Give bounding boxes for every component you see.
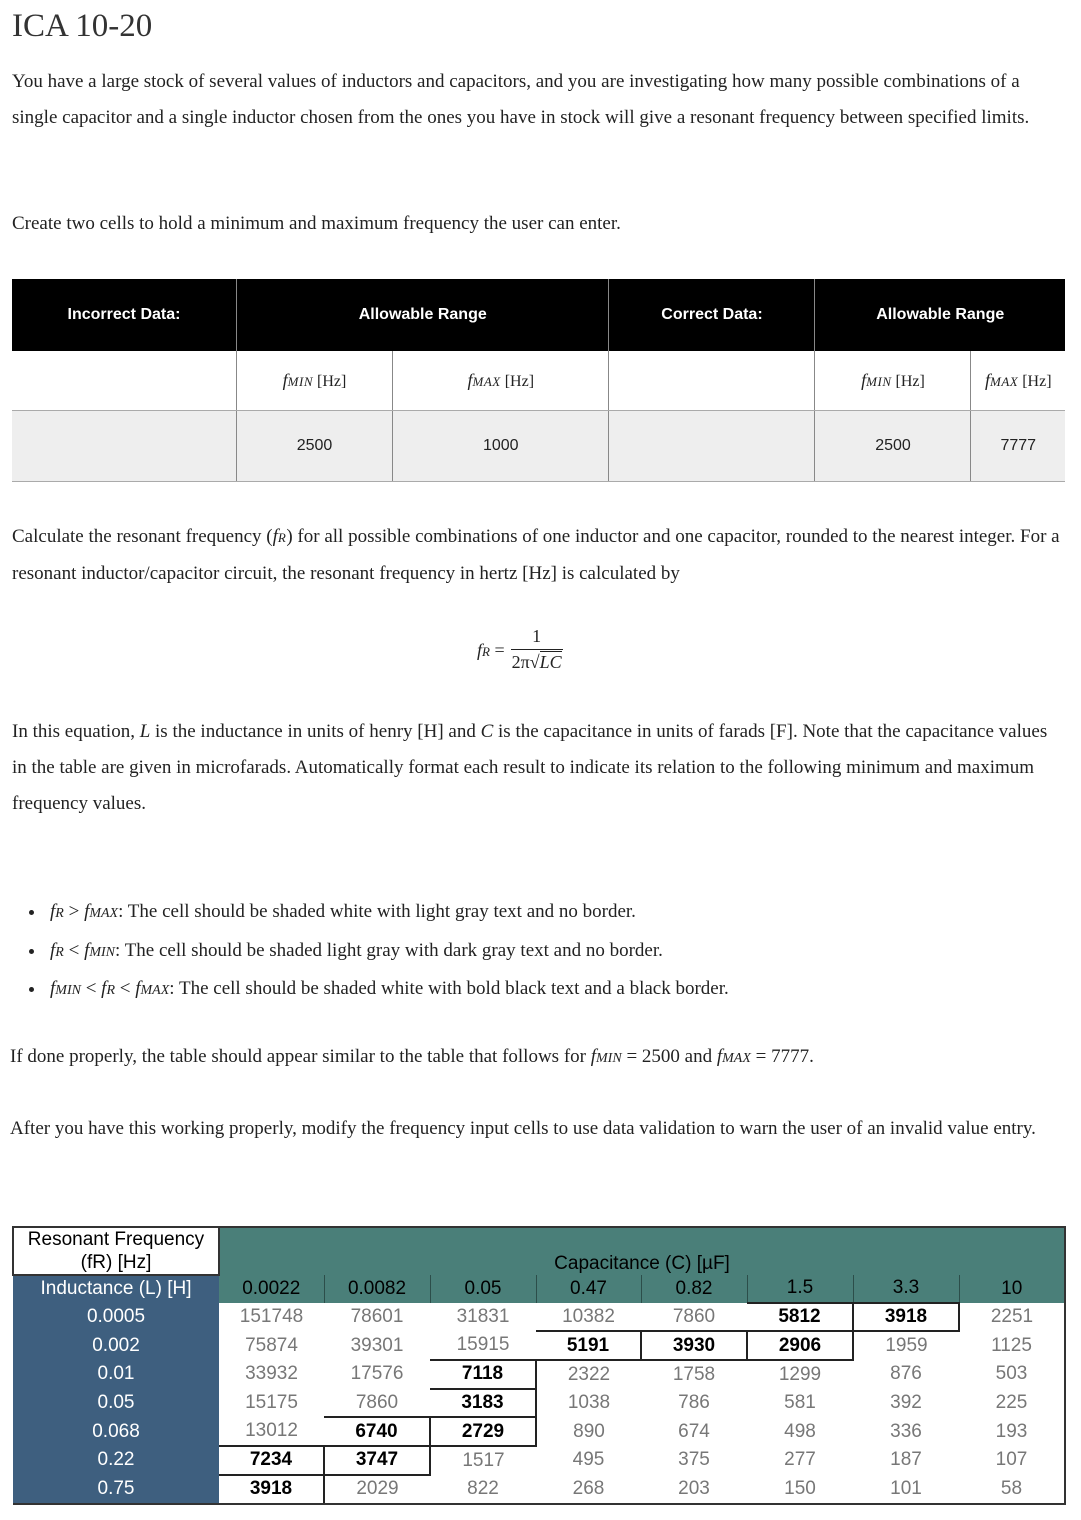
table-row (13, 1417, 1065, 1446)
table-row (13, 1389, 1065, 1418)
frequency-cell[interactable]: 3930 (641, 1331, 747, 1360)
frequency-cell[interactable]: 151748 (219, 1303, 324, 1332)
rule-item: • fMIN < fR < fMAX: The cell should be shaded white with bold black text and a black border. (46, 971, 729, 1010)
capacitance-value: 10 (959, 1275, 1065, 1303)
frequency-cell[interactable]: 890 (536, 1417, 641, 1446)
frequency-cell[interactable]: 581 (747, 1389, 853, 1418)
empty-cell (609, 351, 815, 411)
capacitance-value: 3.3 (853, 1275, 959, 1303)
resonant-frequency-formula: fR = 1 2π√LC (477, 626, 562, 672)
frequency-cell[interactable]: 10382 (536, 1303, 641, 1332)
incorrect-fmax-value[interactable]: 1000 (393, 411, 609, 482)
frequency-cell[interactable]: 15175 (219, 1389, 324, 1418)
correct-fmax-value[interactable]: 7777 (971, 411, 1065, 482)
frequency-cell[interactable]: 78601 (324, 1303, 430, 1332)
frequency-cell[interactable]: 674 (641, 1417, 747, 1446)
correct-fmin-value[interactable]: 2500 (815, 411, 971, 482)
capacitance-value: 1.5 (747, 1275, 853, 1303)
frequency-cell[interactable]: 375 (641, 1446, 747, 1475)
inductance-value: 0.0005 (13, 1303, 219, 1332)
frequency-cell[interactable]: 3918 (853, 1303, 959, 1332)
frequency-cell[interactable]: 75874 (219, 1331, 324, 1360)
allowable-range-header-2: Allowable Range (815, 279, 1065, 351)
create-cells-paragraph: Create two cells to hold a minimum and maximum frequency the user can enter. (12, 213, 621, 234)
frequency-cell[interactable]: 150 (747, 1475, 853, 1504)
frequency-cell[interactable]: 786 (641, 1389, 747, 1418)
capacitance-value: 0.47 (536, 1275, 641, 1303)
frequency-cell[interactable]: 392 (853, 1389, 959, 1418)
frequency-cell[interactable]: 101 (853, 1475, 959, 1504)
table-row (13, 1475, 1065, 1504)
frequency-cell[interactable]: 2029 (324, 1475, 430, 1504)
frequency-cell[interactable]: 7860 (324, 1389, 430, 1418)
fmax-heading-2: fMAX [Hz] (971, 351, 1065, 411)
resonant-frequency-header: Resonant Frequency (fR) [Hz] (13, 1227, 219, 1275)
frequency-cell[interactable]: 495 (536, 1446, 641, 1475)
done-paragraph: If done properly, the table should appear similar to the table that follows for fMIN = 2500 and fMAX = 7777. (10, 1046, 814, 1067)
resonant-frequency-table (12, 1226, 1066, 1505)
frequency-cell[interactable]: 1125 (959, 1331, 1065, 1360)
frequency-cell[interactable]: 107 (959, 1446, 1065, 1475)
frequency-cell[interactable]: 7118 (430, 1360, 536, 1389)
frequency-cell[interactable]: 17576 (324, 1360, 430, 1389)
frequency-cell[interactable]: 7860 (641, 1303, 747, 1332)
frequency-cell[interactable]: 6740 (324, 1417, 430, 1446)
frequency-cell[interactable]: 3183 (430, 1389, 536, 1418)
table-row (13, 1303, 1065, 1332)
capacitance-value: 0.0022 (219, 1275, 324, 1303)
capacitance-value: 0.82 (641, 1275, 747, 1303)
rule-item: • fR > fMAX: The cell should be shaded white with light gray text and no border. (46, 894, 729, 933)
formula-numerator: 1 (511, 626, 563, 650)
calc-paragraph: Calculate the resonant frequency (fR) for all possible combinations of one inductor and one capacitor, rounded to the nearest integer. For a resonant inductor/capacitor circuit, the resonant frequency in hertz [Hz] is calculated by (12, 526, 1060, 584)
capacitance-value: 0.0082 (324, 1275, 430, 1303)
frequency-cell[interactable]: 822 (430, 1475, 536, 1504)
frequency-cell[interactable]: 268 (536, 1475, 641, 1504)
ranges-table (12, 279, 1065, 482)
empty-cell (12, 351, 237, 411)
empty-cell (609, 411, 815, 482)
frequency-cell[interactable]: 503 (959, 1360, 1065, 1389)
frequency-cell[interactable]: 15915 (430, 1331, 536, 1360)
frequency-cell[interactable]: 277 (747, 1446, 853, 1475)
capacitance-label: Capacitance (C) [µF] (219, 1229, 1065, 1275)
empty-cell (12, 411, 237, 482)
frequency-cell[interactable]: 1299 (747, 1360, 853, 1389)
frequency-cell[interactable]: 7234 (219, 1446, 324, 1475)
inductance-label: Inductance (L) [H] (13, 1275, 219, 1303)
frequency-cell[interactable]: 225 (959, 1389, 1065, 1418)
frequency-cell[interactable]: 5812 (747, 1303, 853, 1332)
frequency-cell[interactable]: 498 (747, 1417, 853, 1446)
table-row (13, 1331, 1065, 1360)
fmax-heading: fMAX [Hz] (393, 351, 609, 411)
equation-note-paragraph: In this equation, L is the inductance in units of henry [H] and C is the capacitance in units of farads [F]. Note that the capacitance values in the table are given in microfarads. Automatically format each result to indicate its relation to the following minimum and maximum frequency values. (12, 721, 1048, 814)
frequency-cell[interactable]: 1959 (853, 1331, 959, 1360)
formula-denominator: 2π√LC (511, 652, 562, 672)
frequency-cell[interactable]: 2729 (430, 1417, 536, 1446)
frequency-cell[interactable]: 336 (853, 1417, 959, 1446)
frequency-cell[interactable]: 1517 (430, 1446, 536, 1475)
frequency-cell[interactable]: 2322 (536, 1360, 641, 1389)
frequency-cell[interactable]: 203 (641, 1475, 747, 1504)
table-row (13, 1446, 1065, 1475)
frequency-cell[interactable]: 193 (959, 1417, 1065, 1446)
frequency-cell[interactable]: 3747 (324, 1446, 430, 1475)
table-row (13, 1360, 1065, 1389)
page-title: ICA 10-20 (12, 8, 153, 44)
inductance-value: 0.22 (13, 1446, 219, 1475)
incorrect-fmin-value[interactable]: 2500 (237, 411, 393, 482)
frequency-cell[interactable]: 1038 (536, 1389, 641, 1418)
inductance-value: 0.002 (13, 1331, 219, 1360)
fmin-heading: fMIN [Hz] (237, 351, 393, 411)
frequency-cell[interactable]: 187 (853, 1446, 959, 1475)
frequency-cell[interactable]: 39301 (324, 1331, 430, 1360)
frequency-cell[interactable]: 13012 (219, 1417, 324, 1446)
allowable-range-header: Allowable Range (237, 279, 609, 351)
frequency-cell[interactable]: 1758 (641, 1360, 747, 1389)
frequency-cell[interactable]: 3918 (219, 1475, 324, 1504)
correct-data-header: Correct Data: (609, 279, 815, 351)
inductance-value: 0.01 (13, 1360, 219, 1389)
after-paragraph: After you have this working properly, modify the frequency input cells to use data validation to warn the user of an invalid value entry. (10, 1118, 1036, 1139)
capacitance-value: 0.05 (430, 1275, 536, 1303)
frequency-cell[interactable]: 58 (959, 1475, 1065, 1504)
frequency-cell[interactable]: 876 (853, 1360, 959, 1389)
fmin-heading-2: fMIN [Hz] (815, 351, 971, 411)
formatting-rules-list (12, 894, 729, 1010)
inductance-value: 0.75 (13, 1475, 219, 1504)
frequency-cell[interactable]: 31831 (430, 1303, 536, 1332)
frequency-cell[interactable]: 33932 (219, 1360, 324, 1389)
frequency-cell[interactable]: 2906 (747, 1331, 853, 1360)
frequency-cell[interactable]: 2251 (959, 1303, 1065, 1332)
inductance-value: 0.068 (13, 1417, 219, 1446)
intro-paragraph: You have a large stock of several values of inductors and capacitors, and you are investigating how many possible combinations of a single capacitor and a single inductor chosen from the ones you have in stock will give a resonant frequency between specified limits. (12, 71, 1030, 128)
incorrect-data-header: Incorrect Data: (12, 279, 237, 351)
rule-item: • fR < fMIN: The cell should be shaded light gray with dark gray text and no border. (46, 933, 729, 972)
frequency-cell[interactable]: 5191 (536, 1331, 641, 1360)
inductance-value: 0.05 (13, 1389, 219, 1418)
